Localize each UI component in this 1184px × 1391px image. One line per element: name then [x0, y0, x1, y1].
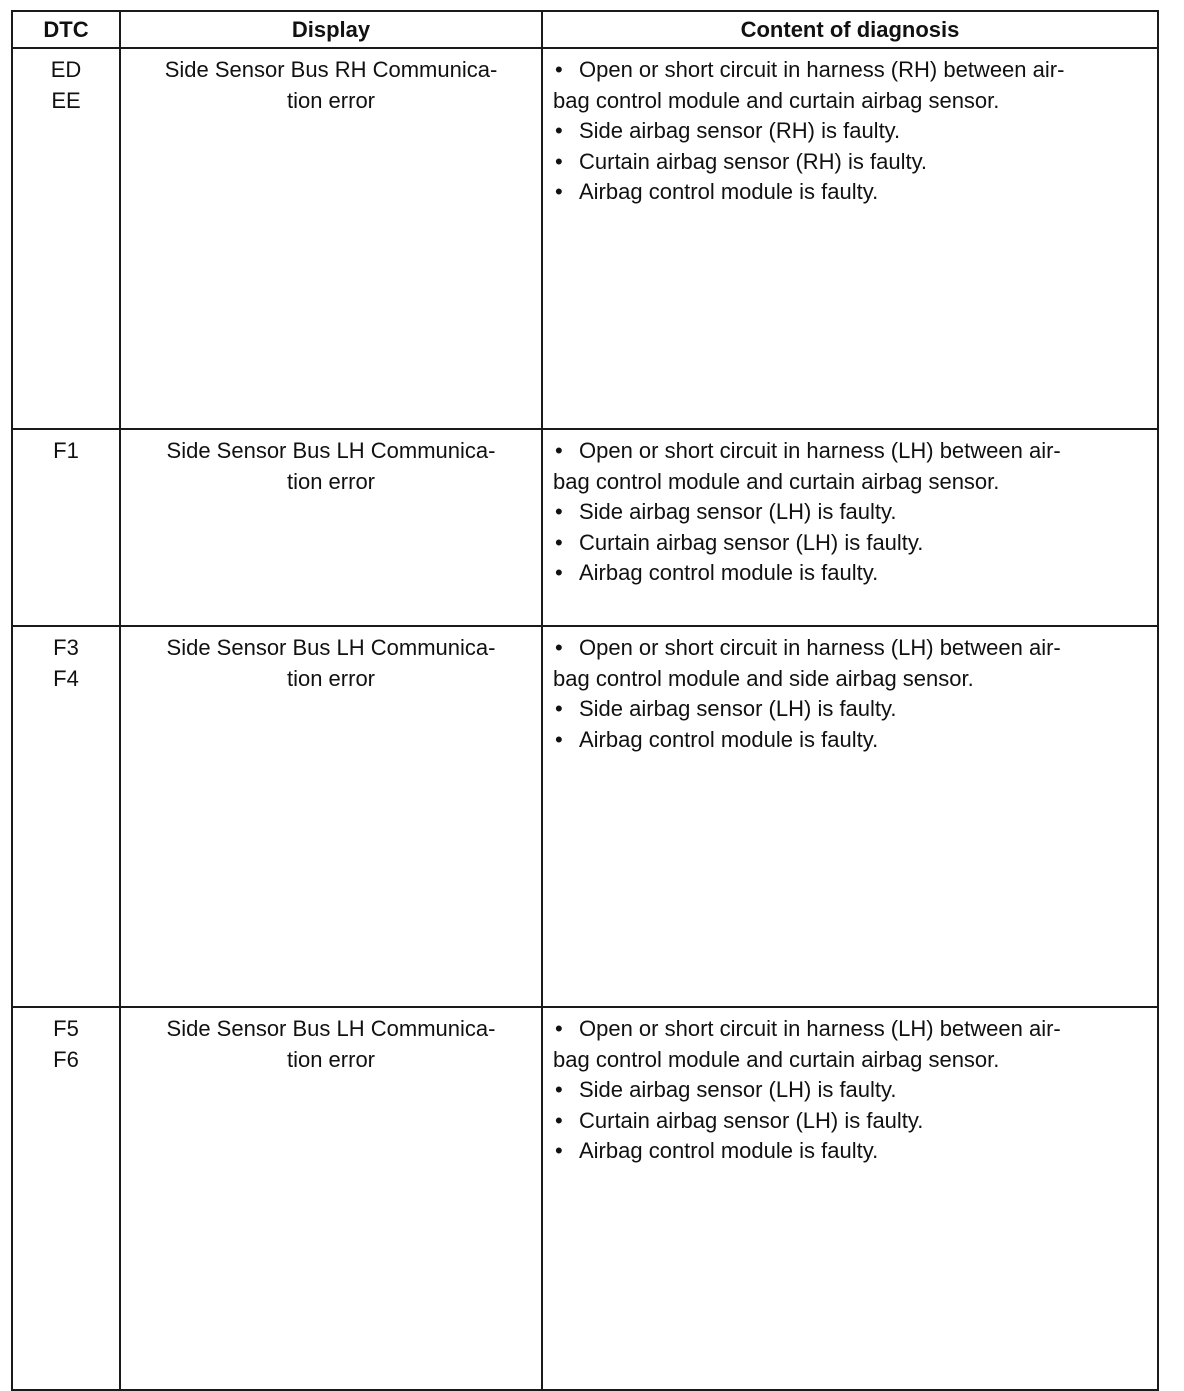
- header-dtc: DTC: [12, 11, 120, 48]
- diagnosis-item: [553, 55, 1151, 86]
- display-text-line: Side Sensor Bus LH Communica-: [166, 438, 496, 463]
- diagnosis-item-continuation: [553, 1045, 1151, 1076]
- display-text-line: tion error: [286, 665, 376, 691]
- display-text-line: tion error: [286, 1046, 376, 1072]
- bullet-icon: •: [555, 529, 563, 555]
- dtc-code: F5: [53, 1016, 79, 1041]
- diagnosis-list: [553, 1014, 1151, 1167]
- diagnosis-item-continuation: [553, 664, 1151, 695]
- table-body: [12, 48, 1158, 1390]
- bullet-icon: •: [555, 179, 563, 204]
- bullet-icon: •: [555, 118, 563, 143]
- diagnosis-item: [553, 497, 1151, 528]
- display-cell: [120, 1007, 542, 1390]
- diagnosis-list: [553, 633, 1151, 755]
- diagnosis-text: bag control module and side airbag sensor.: [553, 665, 974, 691]
- table-row: [12, 1007, 1158, 1390]
- bullet-icon: •: [555, 1138, 563, 1163]
- dtc-cell: [12, 48, 120, 429]
- diagnosis-item: [553, 147, 1151, 178]
- diagnosis-item: [553, 177, 1151, 208]
- diagnosis-item: [553, 633, 1151, 664]
- bullet-icon: •: [555, 560, 563, 585]
- diagnosis-item: [553, 1136, 1151, 1167]
- diagnosis-text: bag control module and curtain airbag sensor.: [553, 1046, 1000, 1072]
- diagnosis-text: Open or short circuit in harness (RH) between air-: [579, 57, 1065, 82]
- bullet-icon: •: [555, 148, 563, 174]
- table-row: [12, 429, 1158, 626]
- display-text-line: tion error: [286, 468, 376, 494]
- diagnosis-list: [553, 436, 1151, 589]
- diagnosis-text: Open or short circuit in harness (LH) between air-: [579, 1016, 1061, 1041]
- display-text-line: Side Sensor Bus LH Communica-: [166, 635, 496, 660]
- diagnosis-text: Airbag control module is faulty.: [579, 179, 879, 204]
- dtc-code: F3: [53, 635, 79, 660]
- bullet-icon: •: [555, 1107, 563, 1133]
- display-cell: [120, 429, 542, 626]
- diagnosis-text: Side airbag sensor (LH) is faulty.: [579, 499, 897, 524]
- diagnosis-text: Airbag control module is faulty.: [579, 560, 879, 585]
- table-row: [12, 626, 1158, 1007]
- display-text-line: Side Sensor Bus LH Communica-: [166, 1016, 496, 1041]
- diagnosis-text: Curtain airbag sensor (LH) is faulty.: [579, 1107, 924, 1133]
- dtc-cell: [12, 1007, 120, 1390]
- bullet-icon: •: [555, 726, 563, 752]
- dtc-code: EE: [51, 87, 81, 113]
- bullet-icon: •: [555, 499, 563, 524]
- diagnosis-text: Curtain airbag sensor (LH) is faulty.: [579, 529, 924, 555]
- display-cell: [120, 626, 542, 1007]
- diagnosis-text: bag control module and curtain airbag sensor.: [553, 468, 1000, 494]
- diagnosis-item: [553, 558, 1151, 589]
- bullet-icon: •: [555, 57, 563, 82]
- dtc-cell: [12, 626, 120, 1007]
- diagnosis-item: [553, 528, 1151, 559]
- dtc-table: [11, 10, 1159, 1391]
- diagnosis-item: [553, 725, 1151, 756]
- display-text-line: tion error: [286, 87, 376, 113]
- bullet-icon: •: [555, 635, 563, 660]
- diagnosis-text: Open or short circuit in harness (LH) between air-: [579, 635, 1061, 660]
- header-row: [12, 11, 1158, 48]
- content-cell: [542, 429, 1158, 626]
- diagnosis-text: Airbag control module is faulty.: [579, 726, 879, 752]
- bullet-icon: •: [555, 1077, 563, 1102]
- dtc-cell: [12, 429, 120, 626]
- dtc-code: ED: [50, 57, 82, 82]
- diagnosis-text: Side airbag sensor (RH) is faulty.: [579, 118, 901, 143]
- diagnosis-text: Open or short circuit in harness (LH) between air-: [579, 438, 1061, 463]
- bullet-icon: •: [555, 696, 563, 721]
- diagnosis-text: bag control module and curtain airbag sensor.: [553, 87, 1000, 113]
- bullet-icon: •: [555, 438, 563, 463]
- diagnosis-list: [553, 55, 1151, 208]
- bullet-icon: •: [555, 1016, 563, 1041]
- dtc-code: F1: [53, 438, 79, 463]
- display-cell: [120, 48, 542, 429]
- diagnosis-item-continuation: [553, 467, 1151, 498]
- content-cell: [542, 48, 1158, 429]
- dtc-code: F4: [53, 665, 79, 691]
- content-cell: [542, 1007, 1158, 1390]
- diagnosis-item: [553, 1014, 1151, 1045]
- diagnosis-item: [553, 436, 1151, 467]
- diagnosis-text: Side airbag sensor (LH) is faulty.: [579, 1077, 897, 1102]
- diagnosis-text: Airbag control module is faulty.: [579, 1138, 879, 1163]
- header-display: Display: [120, 11, 542, 48]
- diagnosis-item: [553, 694, 1151, 725]
- diagnosis-text: Curtain airbag sensor (RH) is faulty.: [579, 148, 928, 174]
- display-text-line: Side Sensor Bus RH Communica-: [164, 57, 498, 82]
- diagnosis-text: Side airbag sensor (LH) is faulty.: [579, 696, 897, 721]
- dtc-code: F6: [53, 1046, 79, 1072]
- content-cell: [542, 626, 1158, 1007]
- diagnosis-item-continuation: [553, 86, 1151, 117]
- diagnosis-item: [553, 1075, 1151, 1106]
- diagnosis-item: [553, 1106, 1151, 1137]
- table-row: [12, 48, 1158, 429]
- diagnosis-item: [553, 116, 1151, 147]
- header-content: Content of diagnosis: [542, 11, 1158, 48]
- table-header: [12, 11, 1158, 48]
